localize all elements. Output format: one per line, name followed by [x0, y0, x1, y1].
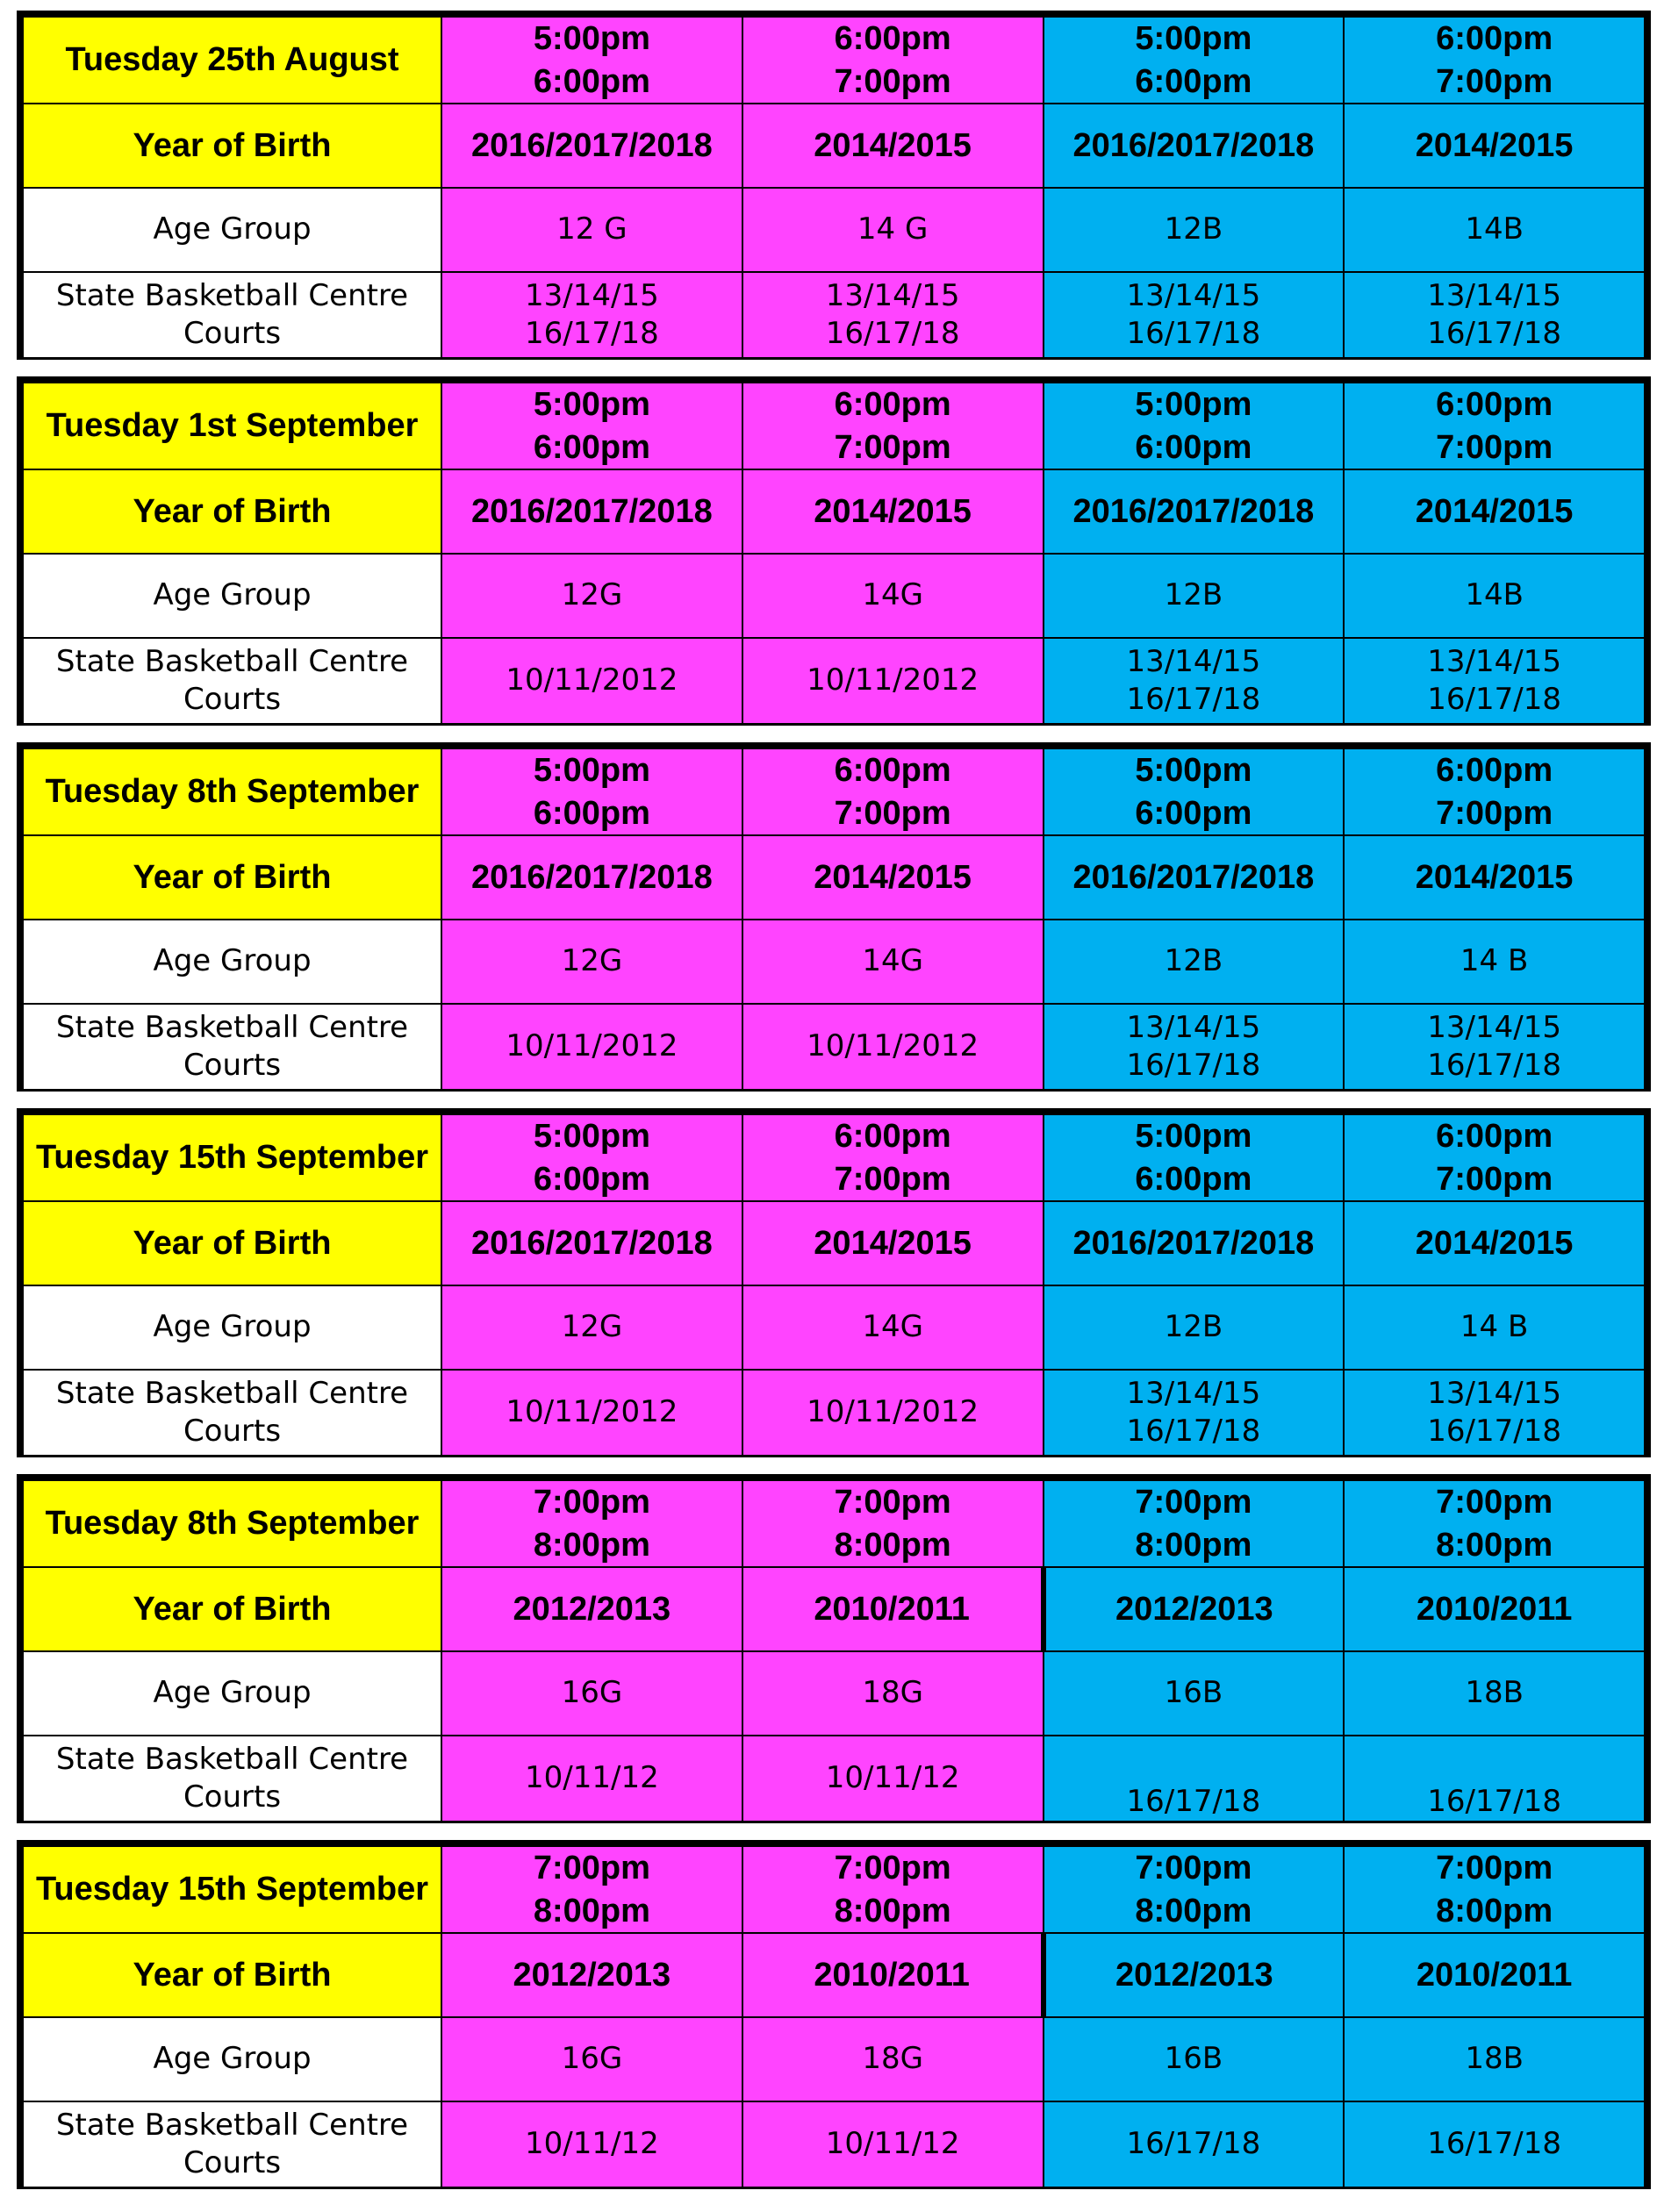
year-of-birth-label: Year of Birth — [23, 1933, 441, 2017]
courts-value-line2: 16/17/18 — [1427, 1048, 1561, 1084]
courts-value: 10/11/2012 — [506, 1394, 678, 1430]
age-group-cell: 16G — [441, 2017, 742, 2101]
courts-cell — [441, 1004, 742, 1090]
year-of-birth-cell: 2014/2015 — [1344, 469, 1645, 554]
courts-value-line2: 16/17/18 — [1427, 682, 1561, 718]
courts-cell — [1344, 1736, 1645, 1822]
age-group-cell: 12G — [441, 554, 742, 638]
session-table — [17, 1840, 1651, 2189]
year-of-birth-cell: 2012/2013 — [441, 1933, 742, 2017]
courts-value-line1: 13/14/15 — [825, 277, 960, 313]
time-slot-cell — [1044, 748, 1345, 835]
year-of-birth-cell: 2016/2017/2018 — [441, 835, 742, 920]
end-time: 8:00pm — [1135, 1892, 1252, 1929]
start-time: 6:00pm — [1436, 386, 1553, 423]
age-group-cell: 12B — [1044, 1285, 1345, 1370]
age-group-label: Age Group — [23, 1285, 441, 1370]
time-slot-cell — [742, 748, 1044, 835]
end-time: 7:00pm — [834, 1160, 951, 1198]
time-slot-cell — [742, 1846, 1044, 1933]
session-grid — [22, 748, 1646, 1091]
age-group-cell: 12G — [441, 920, 742, 1004]
session-table — [17, 11, 1651, 360]
year-of-birth-cell: 2016/2017/2018 — [441, 1201, 742, 1285]
courts-cell — [1344, 2101, 1645, 2187]
age-group-cell: 12 G — [441, 188, 742, 272]
courts-cell — [441, 1370, 742, 1456]
courts-label-line2: Courts — [183, 1048, 282, 1084]
courts-value-line2: 16/17/18 — [525, 316, 659, 352]
time-slot-cell — [1344, 1114, 1645, 1201]
age-group-label: Age Group — [23, 920, 441, 1004]
session-table — [17, 1108, 1651, 1457]
time-slot-cell — [742, 17, 1044, 104]
end-time: 7:00pm — [834, 62, 951, 100]
year-of-birth-cell: 2012/2013 — [1044, 1567, 1345, 1651]
courts-value: 10/11/2012 — [807, 1394, 979, 1430]
session-grid — [22, 382, 1646, 725]
time-slot-cell — [742, 1114, 1044, 1201]
session-grid — [22, 1113, 1646, 1457]
year-of-birth-cell: 2014/2015 — [1344, 835, 1645, 920]
courts-value-line1: 13/14/15 — [1126, 643, 1261, 679]
session-date: Tuesday 8th September — [23, 748, 441, 835]
year-of-birth-cell: 2016/2017/2018 — [441, 104, 742, 188]
courts-value: 10/11/12 — [525, 1760, 659, 1796]
end-time: 8:00pm — [1436, 1526, 1553, 1564]
age-group-cell: 16B — [1044, 2017, 1345, 2101]
start-time: 6:00pm — [834, 386, 951, 423]
start-time: 7:00pm — [834, 1484, 951, 1521]
age-group-label: Age Group — [23, 554, 441, 638]
courts-label — [23, 1370, 441, 1456]
courts-cell — [1044, 638, 1345, 724]
courts-label — [23, 2101, 441, 2187]
courts-cell — [1344, 1004, 1645, 1090]
age-group-cell: 12B — [1044, 188, 1345, 272]
end-time: 6:00pm — [533, 62, 650, 100]
courts-value: 10/11/2012 — [506, 662, 678, 698]
courts-cell — [742, 1004, 1044, 1090]
courts-label-line1: State Basketball Centre — [55, 1375, 409, 1411]
age-group-cell: 14 B — [1344, 920, 1645, 1004]
session-grid — [22, 16, 1646, 359]
session-date: Tuesday 8th September — [23, 1480, 441, 1567]
courts-value-line2: 16/17/18 — [1427, 316, 1561, 352]
courts-label-line2: Courts — [183, 1779, 282, 1815]
year-of-birth-label: Year of Birth — [23, 1201, 441, 1285]
start-time: 5:00pm — [533, 386, 650, 423]
age-group-cell: 16B — [1044, 1651, 1345, 1736]
end-time: 6:00pm — [1135, 1160, 1252, 1198]
age-group-cell: 14G — [742, 1285, 1044, 1370]
courts-cell — [441, 2101, 742, 2187]
courts-value-line2: 16/17/18 — [1126, 682, 1261, 718]
end-time: 7:00pm — [834, 794, 951, 832]
time-slot-cell — [441, 383, 742, 469]
courts-value-line1: 13/14/15 — [1126, 1375, 1261, 1411]
age-group-cell: 14 B — [1344, 1285, 1645, 1370]
time-slot-cell — [1344, 17, 1645, 104]
courts-value: 10/11/2012 — [506, 1028, 678, 1064]
age-group-cell: 14G — [742, 920, 1044, 1004]
courts-label — [23, 272, 441, 358]
year-of-birth-cell: 2014/2015 — [1344, 1201, 1645, 1285]
courts-label-line2: Courts — [183, 316, 282, 352]
courts-value-line2: 16/17/18 — [1126, 1414, 1261, 1450]
courts-value-line1: 13/14/15 — [1126, 277, 1261, 313]
end-time: 8:00pm — [834, 1892, 951, 1929]
start-time: 7:00pm — [1436, 1484, 1553, 1521]
year-of-birth-cell: 2016/2017/2018 — [1044, 835, 1345, 920]
courts-cell — [742, 2101, 1044, 2187]
end-time: 6:00pm — [1135, 428, 1252, 466]
start-time: 7:00pm — [834, 1850, 951, 1886]
end-time: 6:00pm — [1135, 794, 1252, 832]
start-time: 7:00pm — [1135, 1850, 1252, 1886]
age-group-cell: 14B — [1344, 188, 1645, 272]
end-time: 6:00pm — [533, 428, 650, 466]
age-group-cell: 18G — [742, 2017, 1044, 2101]
session-table — [17, 1474, 1651, 1823]
courts-label-line2: Courts — [183, 682, 282, 718]
courts-cell — [1044, 1736, 1345, 1822]
courts-value: 16/17/18 — [1126, 1783, 1261, 1819]
time-slot-cell — [1044, 1846, 1345, 1933]
age-group-cell: 18B — [1344, 1651, 1645, 1736]
courts-label-line1: State Basketball Centre — [55, 1741, 409, 1777]
time-slot-cell — [1044, 17, 1345, 104]
time-slot-cell — [441, 17, 742, 104]
courts-value-line1: 13/14/15 — [1126, 1009, 1261, 1045]
age-group-cell: 12B — [1044, 920, 1345, 1004]
year-of-birth-cell: 2014/2015 — [742, 1201, 1044, 1285]
courts-value-line1: 13/14/15 — [1427, 1009, 1561, 1045]
end-time: 6:00pm — [533, 794, 650, 832]
start-time: 6:00pm — [834, 752, 951, 789]
year-of-birth-cell: 2016/2017/2018 — [1044, 469, 1345, 554]
session-grid — [22, 1845, 1646, 2188]
year-of-birth-label: Year of Birth — [23, 469, 441, 554]
end-time: 8:00pm — [1135, 1526, 1252, 1564]
age-group-cell: 16G — [441, 1651, 742, 1736]
start-time: 7:00pm — [1436, 1850, 1553, 1886]
start-time: 5:00pm — [533, 752, 650, 789]
year-of-birth-cell: 2014/2015 — [742, 104, 1044, 188]
courts-label-line2: Courts — [183, 2145, 282, 2181]
year-of-birth-cell: 2014/2015 — [742, 835, 1044, 920]
start-time: 5:00pm — [1135, 386, 1252, 423]
courts-label — [23, 1004, 441, 1090]
time-slot-cell — [1344, 1846, 1645, 1933]
time-slot-cell — [1044, 1480, 1345, 1567]
start-time: 6:00pm — [834, 1118, 951, 1155]
year-of-birth-cell: 2012/2013 — [1044, 1933, 1345, 2017]
start-time: 5:00pm — [1135, 1118, 1252, 1155]
year-of-birth-cell: 2016/2017/2018 — [441, 469, 742, 554]
session-date: Tuesday 25th August — [23, 17, 441, 104]
time-slot-cell — [441, 1480, 742, 1567]
time-slot-cell — [1044, 1114, 1345, 1201]
courts-label-line2: Courts — [183, 1414, 282, 1450]
start-time: 5:00pm — [533, 20, 650, 57]
year-of-birth-label: Year of Birth — [23, 835, 441, 920]
time-slot-cell — [441, 1846, 742, 1933]
year-of-birth-cell: 2014/2015 — [1344, 104, 1645, 188]
session-grid — [22, 1479, 1646, 1822]
end-time: 7:00pm — [1436, 428, 1553, 466]
session-date: Tuesday 15th September — [23, 1846, 441, 1933]
time-slot-cell — [441, 748, 742, 835]
age-group-cell: 18G — [742, 1651, 1044, 1736]
courts-label-line1: State Basketball Centre — [55, 1009, 409, 1045]
time-slot-cell — [441, 1114, 742, 1201]
courts-value: 10/11/12 — [825, 2126, 960, 2162]
start-time: 7:00pm — [533, 1850, 650, 1886]
courts-label — [23, 1736, 441, 1822]
courts-cell — [742, 1736, 1044, 1822]
courts-cell — [1344, 1370, 1645, 1456]
time-slot-cell — [1044, 383, 1345, 469]
year-of-birth-cell: 2010/2011 — [742, 1567, 1044, 1651]
courts-label-line1: State Basketball Centre — [55, 643, 409, 679]
start-time: 7:00pm — [533, 1484, 650, 1521]
end-time: 7:00pm — [1436, 62, 1553, 100]
age-group-label: Age Group — [23, 2017, 441, 2101]
courts-value: 16/17/18 — [1427, 2126, 1561, 2162]
start-time: 7:00pm — [1135, 1484, 1252, 1521]
year-of-birth-cell: 2012/2013 — [441, 1567, 742, 1651]
courts-cell — [742, 1370, 1044, 1456]
courts-value-line1: 13/14/15 — [1427, 643, 1561, 679]
courts-cell — [1344, 272, 1645, 358]
age-group-cell: 12B — [1044, 554, 1345, 638]
courts-cell — [1044, 1370, 1345, 1456]
courts-cell — [441, 1736, 742, 1822]
age-group-cell: 12G — [441, 1285, 742, 1370]
age-group-cell: 18B — [1344, 2017, 1645, 2101]
year-of-birth-cell: 2010/2011 — [742, 1933, 1044, 2017]
courts-value: 10/11/2012 — [807, 662, 979, 698]
courts-cell — [1044, 1004, 1345, 1090]
courts-value-line1: 13/14/15 — [525, 277, 659, 313]
courts-value-line1: 13/14/15 — [1427, 277, 1561, 313]
age-group-cell: 14G — [742, 554, 1044, 638]
time-slot-cell — [742, 383, 1044, 469]
courts-cell — [441, 638, 742, 724]
courts-value-line2: 16/17/18 — [1126, 1048, 1261, 1084]
courts-value-line2: 16/17/18 — [1126, 316, 1261, 352]
session-date: Tuesday 1st September — [23, 383, 441, 469]
courts-cell — [742, 638, 1044, 724]
year-of-birth-cell: 2016/2017/2018 — [1044, 104, 1345, 188]
courts-value: 10/11/2012 — [807, 1028, 979, 1064]
time-slot-cell — [1344, 1480, 1645, 1567]
year-of-birth-label: Year of Birth — [23, 1567, 441, 1651]
year-of-birth-cell: 2014/2015 — [742, 469, 1044, 554]
courts-value: 10/11/12 — [825, 1760, 960, 1796]
courts-value-line2: 16/17/18 — [825, 316, 960, 352]
end-time: 7:00pm — [1436, 1160, 1553, 1198]
start-time: 6:00pm — [834, 20, 951, 57]
age-group-label: Age Group — [23, 1651, 441, 1736]
age-group-label: Age Group — [23, 188, 441, 272]
year-of-birth-cell: 2016/2017/2018 — [1044, 1201, 1345, 1285]
end-time: 8:00pm — [1436, 1892, 1553, 1929]
courts-cell — [1344, 638, 1645, 724]
courts-cell — [742, 272, 1044, 358]
courts-cell — [441, 272, 742, 358]
session-table — [17, 376, 1651, 726]
courts-value: 10/11/12 — [525, 2126, 659, 2162]
start-time: 6:00pm — [1436, 752, 1553, 789]
end-time: 7:00pm — [834, 428, 951, 466]
courts-label-line1: State Basketball Centre — [55, 2107, 409, 2143]
courts-label-line1: State Basketball Centre — [55, 277, 409, 313]
year-of-birth-label: Year of Birth — [23, 104, 441, 188]
year-of-birth-cell: 2010/2011 — [1344, 1567, 1645, 1651]
session-table — [17, 742, 1651, 1092]
start-time: 5:00pm — [1135, 752, 1252, 789]
courts-value-line1: 13/14/15 — [1427, 1375, 1561, 1411]
end-time: 8:00pm — [533, 1526, 650, 1564]
time-slot-cell — [742, 1480, 1044, 1567]
courts-value: 16/17/18 — [1427, 1783, 1561, 1819]
courts-cell — [1044, 2101, 1345, 2187]
courts-cell — [1044, 272, 1345, 358]
year-of-birth-cell: 2010/2011 — [1344, 1933, 1645, 2017]
start-time: 6:00pm — [1436, 20, 1553, 57]
end-time: 8:00pm — [834, 1526, 951, 1564]
age-group-cell: 14 G — [742, 188, 1044, 272]
time-slot-cell — [1344, 383, 1645, 469]
end-time: 6:00pm — [1135, 62, 1252, 100]
session-date: Tuesday 15th September — [23, 1114, 441, 1201]
end-time: 6:00pm — [533, 1160, 650, 1198]
start-time: 5:00pm — [533, 1118, 650, 1155]
courts-label — [23, 638, 441, 724]
start-time: 6:00pm — [1436, 1118, 1553, 1155]
age-group-cell: 14B — [1344, 554, 1645, 638]
courts-value-line2: 16/17/18 — [1427, 1414, 1561, 1450]
courts-value: 16/17/18 — [1126, 2126, 1261, 2162]
time-slot-cell — [1344, 748, 1645, 835]
start-time: 5:00pm — [1135, 20, 1252, 57]
end-time: 8:00pm — [533, 1892, 650, 1929]
end-time: 7:00pm — [1436, 794, 1553, 832]
